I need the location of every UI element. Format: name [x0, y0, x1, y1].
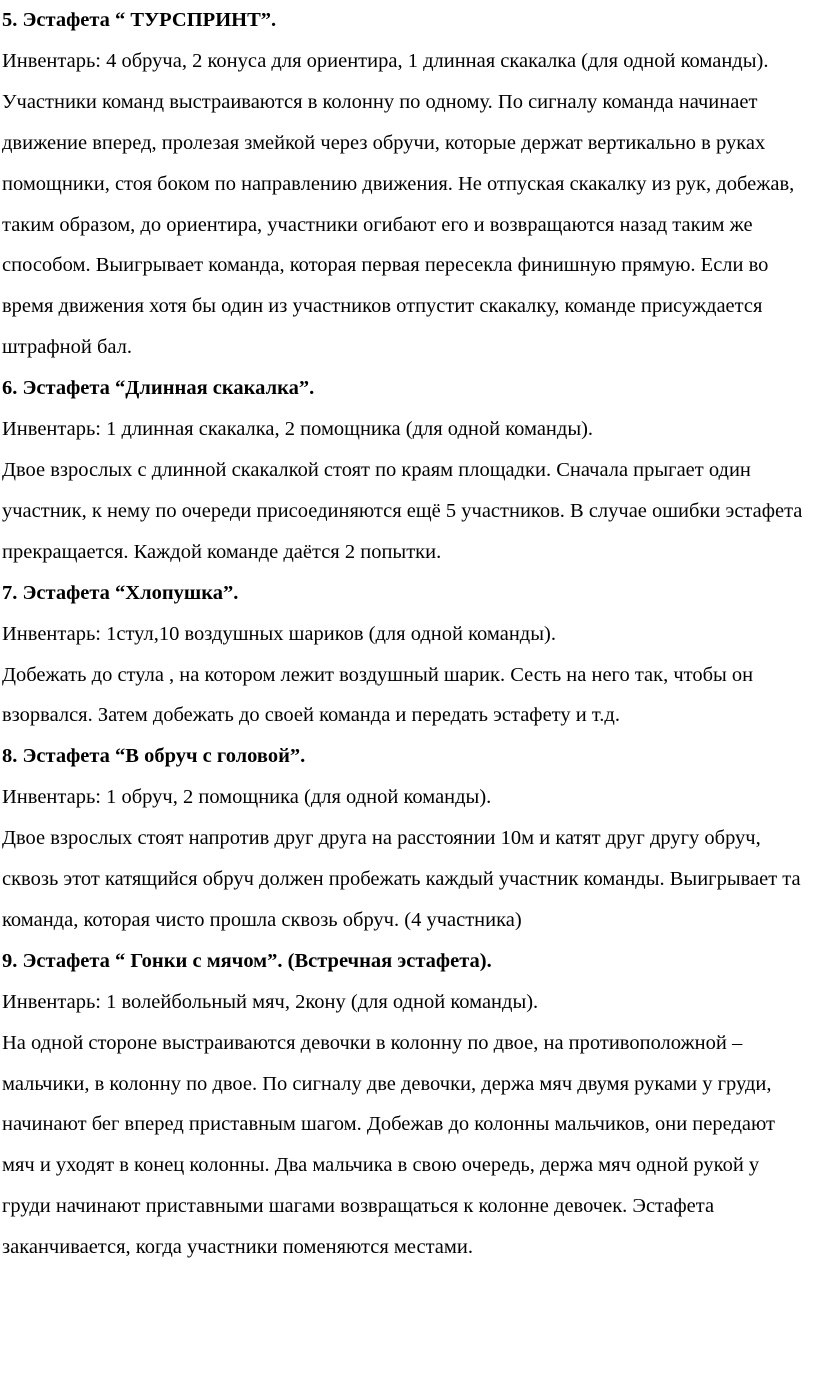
section-7-body: Добежать до стула , на котором лежит воздушный шарик. Сесть на него так, чтобы он взорвался. Затем добежать до своей команда и передать эстафету и т.д.	[2, 663, 754, 727]
section-7-title: 7. Эстафета “Хлопушка”.	[2, 581, 239, 604]
section-8-body: Двое взрослых стоят напротив друг друга на расстоянии 10м и катят друг другу обруч, сквозь этот катящийся обруч должен пробежать каждый участник команды. Выигрывает та команда, которая чисто прошла сквозь обруч. (4 участника)	[2, 827, 801, 931]
section-6-title: 6. Эстафета “Длинная скакалка”.	[2, 377, 315, 400]
section-9-title: 9. Эстафета “ Гонки с мячом”. (Встречная эстафета).	[2, 949, 492, 972]
section-8-title: 8. Эстафета “В обруч с головой”.	[2, 745, 306, 768]
section-5-title: 5. Эстафета “ ТУРСПРИНТ”.	[2, 9, 277, 31]
section-8-inventory: Инвентарь: 1 обруч, 2 помощника (для одной команды).	[2, 786, 492, 809]
section-9-inventory: Инвентарь: 1 волейбольный мяч, 2кону (для одной команды).	[2, 990, 539, 1013]
section-6-inventory: Инвентарь: 1 длинная скакалка, 2 помощника (для одной команды).	[2, 418, 594, 441]
section-5-body: Участники команд выстраиваются в колонну по одному. По сигналу команда начинает движение вперед, пролезая змейкой через обручи, которые держат вертикально в руках помощники, стоя боком по направлению движения. Не отпуская скакалку из рук, добежав, таким образом, до ориентира, участники огибают его и возвращаются назад таким же способом. Выигрывает команда, которая первая пересекла финишную прямую. Если во время движения хотя бы один из участников отпустит скакалку, команде присуждается штрафной бал.	[2, 90, 795, 359]
section-6-body: Двое взрослых с длинной скакалкой стоят по краям площадки. Сначала прыгает один участник, к нему по очереди присоединяются ещё 5 участников. В случае ошибки эстафета прекращается. Каждой команде даётся 2 попытки.	[2, 458, 803, 563]
section-9-body: На одной стороне выстраиваются девочки в колонну по двое, на противоположной – мальчики, в колонну по двое. По сигналу две девочки, держа мяч двумя руками у груди, начинают бег вперед приставным шагом. Добежав до колонны мальчиков, они передают мяч и уходят в конец колонны. Два мальчика в свою очередь, держа мяч одной рукой у груди начинают приставными шагами возвращаться к колонне девочек. Эстафета заканчивается, когда участники поменяются местами.	[2, 1031, 775, 1259]
section-7-inventory: Инвентарь: 1стул,10 воздушных шариков (для одной команды).	[2, 622, 556, 645]
section-5-inventory: Инвентарь: 4 обруча, 2 конуса для ориентира, 1 длинная скакалка (для одной команды).	[2, 49, 769, 72]
